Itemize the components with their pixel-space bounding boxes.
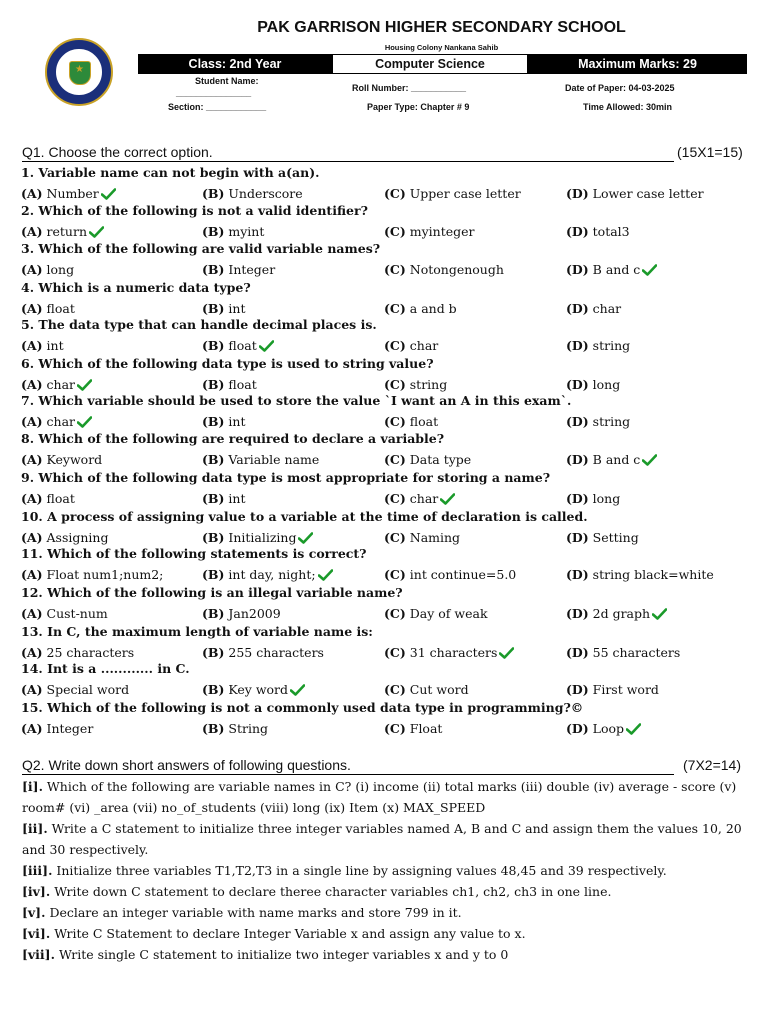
logo-star-icon: ★ [75, 64, 84, 75]
question-text: 14. Int is a ............ in C. [21, 661, 190, 676]
student-name-blank: _______________ [176, 88, 252, 98]
option-key: (A) [21, 186, 43, 201]
option-text: Initializing [228, 530, 297, 545]
option-key: (D) [566, 682, 589, 697]
option-a [21, 606, 108, 621]
option-text: Special word [46, 682, 130, 697]
option-text: long [592, 491, 621, 506]
option-b [202, 606, 281, 621]
question-text: 5. The data type that can handle decimal places is. [21, 317, 377, 332]
option-c [384, 414, 438, 429]
short-question-item [22, 923, 752, 944]
option-key: (B) [202, 491, 225, 506]
section-label: Section: ____________ [168, 102, 267, 112]
short-question-text: Write a C statement to initialize three integer variables named A, B and C and assign them the values 10, 20 and 30 respectively. [22, 821, 742, 857]
option-text: float [409, 414, 439, 429]
option-text: char [409, 491, 439, 506]
option-text: string [592, 414, 631, 429]
option-a [21, 452, 102, 467]
check-icon [642, 454, 657, 466]
option-a [21, 567, 163, 582]
short-question-item [22, 818, 752, 860]
option-key: (A) [21, 224, 43, 239]
short-question-number: [vii]. [22, 947, 55, 962]
option-key: (B) [202, 224, 225, 239]
option-c [384, 491, 455, 506]
option-key: (C) [384, 262, 406, 277]
option-key: (D) [566, 721, 589, 736]
check-icon [652, 608, 667, 620]
option-key: (C) [384, 645, 406, 660]
option-text: string [592, 338, 631, 353]
option-key: (B) [202, 414, 225, 429]
option-key: (D) [566, 645, 589, 660]
option-key: (C) [384, 567, 406, 582]
option-text: 255 characters [228, 645, 324, 660]
option-c [384, 682, 469, 697]
option-d [566, 301, 621, 316]
short-question-number: [v]. [22, 905, 46, 920]
option-d [566, 682, 659, 697]
option-key: (D) [566, 224, 589, 239]
option-key: (A) [21, 491, 43, 506]
option-b [202, 224, 264, 239]
school-name: PAK GARRISON HIGHER SECONDARY SCHOOL [257, 19, 626, 36]
option-key: (D) [566, 377, 589, 392]
option-text: Key word [228, 682, 289, 697]
option-key: (B) [202, 452, 225, 467]
option-text: int [228, 414, 246, 429]
option-b [202, 338, 274, 353]
question-text: 1. Variable name can not begin with a(an). [21, 165, 320, 180]
question-text: 8. Which of the following are required to declare a variable? [21, 431, 445, 446]
option-key: (D) [566, 338, 589, 353]
option-key: (C) [384, 491, 406, 506]
short-question-item [22, 881, 752, 902]
option-key: (C) [384, 452, 406, 467]
option-key: (C) [384, 606, 406, 621]
student-name-label: Student Name: [195, 76, 259, 86]
option-b [202, 186, 303, 201]
option-b [202, 262, 275, 277]
option-c [384, 567, 516, 582]
option-key: (C) [384, 301, 406, 316]
option-c [384, 452, 471, 467]
check-icon [101, 188, 116, 200]
option-text: Integer [228, 262, 276, 277]
option-key: (B) [202, 301, 225, 316]
short-question-text: Write down C statement to declare theree character variables ch1, ch2, ch3 in one line. [54, 884, 612, 899]
q2-title: Q2. Write down short answers of following questions. [22, 757, 674, 775]
check-icon [318, 569, 333, 581]
option-key: (C) [384, 377, 406, 392]
option-text: int continue=5.0 [409, 567, 517, 582]
option-d [566, 645, 680, 660]
option-a [21, 530, 108, 545]
option-text: Variable name [228, 452, 320, 467]
option-key: (D) [566, 301, 589, 316]
short-question-text: Write C Statement to declare Integer Variable x and assign any value to x. [54, 926, 526, 941]
check-icon [77, 379, 92, 391]
option-d [566, 567, 714, 582]
option-d [566, 491, 620, 506]
option-text: float [46, 301, 75, 316]
option-key: (D) [566, 530, 589, 545]
q2-marks: (7X2=14) [683, 757, 741, 773]
option-c [384, 338, 438, 353]
check-icon [626, 723, 641, 735]
option-text: Cut word [409, 682, 469, 697]
option-b [202, 377, 257, 392]
option-text: myinteger [409, 224, 475, 239]
option-a [21, 491, 75, 506]
option-key: (A) [21, 645, 43, 660]
option-a [21, 338, 64, 353]
option-a [21, 224, 104, 239]
option-b [202, 682, 305, 697]
short-question-text: Initialize three variables T1,T2,T3 in a single line by assigning values 48,45 and 39 respectively. [56, 863, 667, 878]
short-question-text: Declare an integer variable with name marks and store 799 in it. [49, 905, 462, 920]
option-a [21, 721, 93, 736]
option-key: (A) [21, 338, 43, 353]
question-text: 15. Which of the following is not a commonly used data type in programming?© [21, 700, 584, 715]
question-text: 11. Which of the following statements is correct? [21, 546, 367, 561]
short-question-item [22, 944, 752, 965]
paper-type-label: Paper Type: Chapter # 9 [367, 102, 470, 112]
option-key: (B) [202, 721, 225, 736]
option-c [384, 186, 521, 201]
option-key: (A) [21, 262, 43, 277]
option-text: B and c [592, 262, 641, 277]
option-key: (D) [566, 452, 589, 467]
short-question-item [22, 902, 752, 923]
option-key: (B) [202, 530, 225, 545]
option-key: (D) [566, 491, 589, 506]
option-c [384, 721, 442, 736]
option-text: Float num1;num2; [46, 567, 164, 582]
option-key: (C) [384, 186, 406, 201]
subject-label: Computer Science [332, 54, 528, 74]
option-key: (C) [384, 338, 406, 353]
option-key: (B) [202, 682, 225, 697]
option-b [202, 721, 268, 736]
option-text: 55 characters [592, 645, 681, 660]
option-key: (A) [21, 301, 43, 316]
option-text: B and c [592, 452, 641, 467]
option-d [566, 452, 657, 467]
option-key: (A) [21, 452, 43, 467]
option-d [566, 338, 630, 353]
option-text: float [228, 377, 257, 392]
option-text: String [228, 721, 269, 736]
question-text: 2. Which of the following is not a valid identifier? [21, 203, 368, 218]
option-d [566, 224, 630, 239]
option-d [566, 721, 641, 736]
option-d [566, 530, 639, 545]
check-icon [89, 226, 104, 238]
option-text: 25 characters [46, 645, 135, 660]
option-c [384, 530, 460, 545]
check-icon [440, 493, 455, 505]
class-label: Class: 2nd Year [138, 54, 332, 74]
option-key: (C) [384, 682, 406, 697]
short-question-item [22, 776, 752, 818]
option-key: (A) [21, 377, 43, 392]
short-question-item [22, 860, 752, 881]
option-text: Number [46, 186, 99, 201]
option-text: a and b [409, 301, 457, 316]
option-b [202, 301, 245, 316]
option-key: (A) [21, 530, 43, 545]
option-text: int [228, 301, 246, 316]
option-key: (B) [202, 377, 225, 392]
question-text: 9. Which of the following data type is most appropriate for storing a name? [21, 470, 551, 485]
check-icon [499, 647, 514, 659]
option-text: Loop [592, 721, 625, 736]
option-a [21, 682, 129, 697]
option-key: (A) [21, 682, 43, 697]
option-b [202, 414, 245, 429]
short-questions-list [22, 776, 752, 965]
option-d [566, 606, 667, 621]
option-b [202, 567, 333, 582]
option-text: long [592, 377, 621, 392]
option-text: Naming [409, 530, 461, 545]
option-c [384, 301, 457, 316]
question-text: 12. Which of the following is an illegal variable name? [21, 585, 403, 600]
option-key: (B) [202, 645, 225, 660]
option-text: char [409, 338, 439, 353]
option-text: int [228, 491, 246, 506]
option-text: First word [592, 682, 659, 697]
check-icon [77, 416, 92, 428]
option-a [21, 414, 92, 429]
option-key: (D) [566, 262, 589, 277]
option-a [21, 301, 75, 316]
option-b [202, 491, 245, 506]
option-c [384, 224, 475, 239]
option-a [21, 645, 134, 660]
option-a [21, 377, 92, 392]
option-text: Underscore [228, 186, 303, 201]
option-key: (C) [384, 414, 406, 429]
short-question-number: [i]. [22, 779, 43, 794]
check-icon [290, 684, 305, 696]
option-key: (D) [566, 186, 589, 201]
roll-number-label: Roll Number: ___________ [352, 83, 467, 93]
short-question-number: [ii]. [22, 821, 48, 836]
option-text: Float [409, 721, 443, 736]
option-a [21, 262, 74, 277]
option-d [566, 186, 704, 201]
option-c [384, 262, 504, 277]
option-key: (B) [202, 186, 225, 201]
max-marks-label: Maximum Marks: 29 [528, 54, 747, 74]
option-text: return [46, 224, 87, 239]
short-question-text: Which of the following are variable names in C? (i) income (ii) total marks (iii) double (iv) average - score (v) room# (vi) _area (vii) no_of_students (viii) long (ix) Item (x) MAX_SPEED [22, 779, 737, 815]
option-text: char [46, 377, 75, 392]
short-question-number: [vi]. [22, 926, 51, 941]
question-text: 7. Which variable should be used to store the value `I want an A in this exam`. [21, 393, 572, 408]
option-key: (D) [566, 414, 589, 429]
question-text: 6. Which of the following data type is used to string value? [21, 356, 434, 371]
question-text: 4. Which is a numeric data type? [21, 280, 251, 295]
option-a [21, 186, 116, 201]
option-key: (B) [202, 262, 225, 277]
option-key: (C) [384, 224, 406, 239]
q1-title: Q1. Choose the correct option. [22, 144, 674, 162]
option-key: (D) [566, 606, 589, 621]
option-c [384, 606, 488, 621]
option-text: Notongenough [409, 262, 504, 277]
option-c [384, 377, 447, 392]
option-text: 31 characters [409, 645, 498, 660]
option-key: (B) [202, 606, 225, 621]
option-key: (D) [566, 567, 589, 582]
school-address: Housing Colony Nankana Sahib [384, 43, 499, 52]
option-text: Keyword [46, 452, 103, 467]
option-text: long [46, 262, 75, 277]
option-text: Data type [409, 452, 472, 467]
option-text: string [409, 377, 448, 392]
option-key: (B) [202, 338, 225, 353]
option-c [384, 645, 514, 660]
option-key: (A) [21, 567, 43, 582]
option-key: (B) [202, 567, 225, 582]
option-text: Cust-num [46, 606, 108, 621]
option-text: total3 [592, 224, 630, 239]
option-key: (C) [384, 530, 406, 545]
option-key: (A) [21, 606, 43, 621]
short-question-text: Write single C statement to initialize two integer variables x and y to 0 [58, 947, 509, 962]
time-allowed-label: Time Allowed: 30min [583, 102, 673, 112]
option-text: Assigning [46, 530, 109, 545]
option-text: int day, night; [228, 567, 316, 582]
option-key: (A) [21, 414, 43, 429]
date-label: Date of Paper: 04-03-2025 [565, 83, 675, 93]
question-text: 3. Which of the following are valid variable names? [21, 241, 381, 256]
option-text: Day of weak [409, 606, 488, 621]
option-text: Integer [46, 721, 94, 736]
option-b [202, 530, 313, 545]
option-b [202, 452, 319, 467]
option-text: myint [228, 224, 265, 239]
question-text: 13. In C, the maximum length of variable name is: [21, 624, 373, 639]
logo-ring [54, 47, 104, 97]
option-text: Setting [592, 530, 639, 545]
option-text: 2d graph [592, 606, 651, 621]
option-b [202, 645, 324, 660]
question-text: 10. A process of assigning value to a variable at the time of declaration is called. [21, 509, 588, 524]
option-text: float [228, 338, 257, 353]
option-text: Upper case letter [409, 186, 521, 201]
option-text: string black=white [592, 567, 714, 582]
option-d [566, 262, 657, 277]
option-text: Lower case letter [592, 186, 704, 201]
q1-marks: (15X1=15) [677, 144, 743, 160]
option-key: (A) [21, 721, 43, 736]
option-text: float [46, 491, 75, 506]
short-question-number: [iii]. [22, 863, 53, 878]
option-text: char [592, 301, 622, 316]
check-icon [259, 340, 274, 352]
check-icon [298, 532, 313, 544]
short-question-number: [iv]. [22, 884, 51, 899]
option-text: Jan2009 [228, 606, 281, 621]
option-d [566, 377, 620, 392]
option-text: int [46, 338, 64, 353]
option-d [566, 414, 630, 429]
option-key: (C) [384, 721, 406, 736]
option-text: char [46, 414, 75, 429]
check-icon [642, 264, 657, 276]
